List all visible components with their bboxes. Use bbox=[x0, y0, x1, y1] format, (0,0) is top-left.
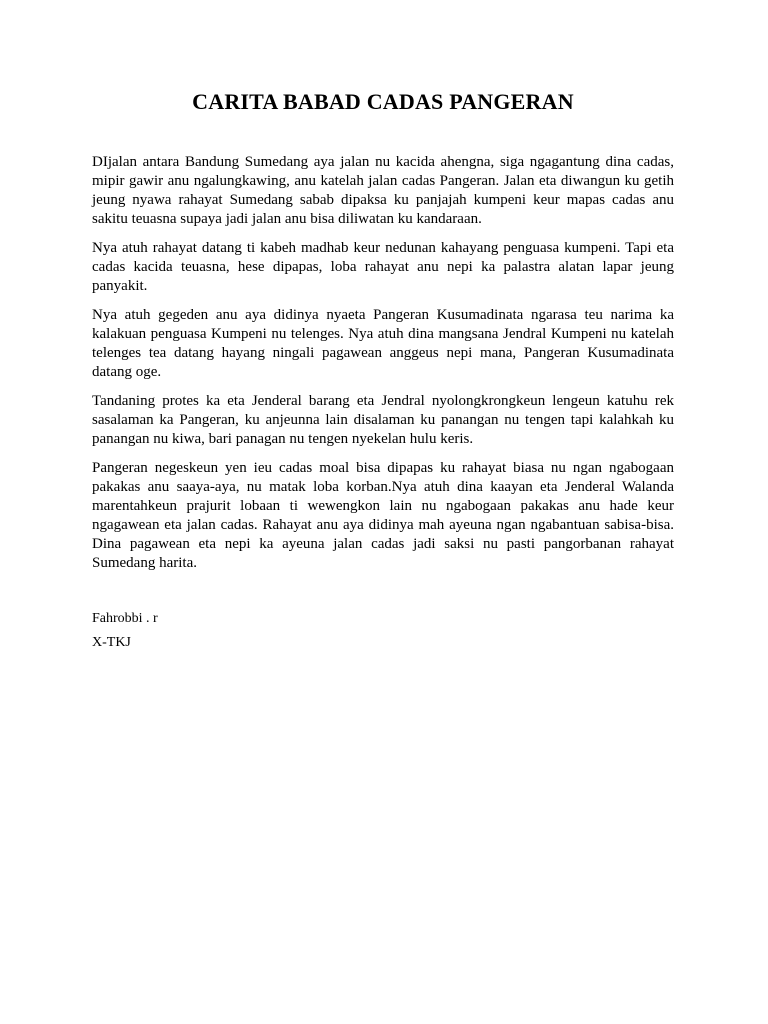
document-page bbox=[92, 0, 674, 658]
signature-block bbox=[92, 610, 674, 652]
paragraph-4: Tandaning protes ka eta Jenderal barang eta Jendral nyolongkrongkeun lengeun katuhu rek sasalaman ka Pangeran, ku anjeunna lain disalaman ku panangan nu tengen tapi kalahkah ku panangan nu kiwa, bari panagan nu tengen nyekelan hulu keris. bbox=[92, 393, 674, 447]
author-class: X-TKJ bbox=[92, 635, 131, 650]
author-name: Fahrobbi . r bbox=[92, 611, 158, 626]
document-title: CARITA BABAD CADAS PANGERAN bbox=[192, 89, 574, 114]
paragraph-1: DIjalan antara Bandung Sumedang aya jalan nu kacida ahengna, siga ngagantung dina cadas, mipir gawir anu ngalungkawing, anu katelah jalan cadas Pangeran. Jalan eta diwangun ku getih jeung nyawa rahayat Sumedang sabab dipaksa ku panjajah kumpeni keur mapas cadas anu sakitu teuasna supaya jadi jalan anu bisa diliwatan ku kandaraan. bbox=[92, 154, 674, 227]
paragraph-2: Nya atuh rahayat datang ti kabeh madhab keur nedunan kahayang penguasa kumpeni. Tapi eta cadas kacida teuasna, hese dipapas, loba rahayat anu nepi ka palastra alatan lapar jeung panyakit. bbox=[92, 240, 674, 294]
paragraph-5: Pangeran negeskeun yen ieu cadas moal bisa dipapas ku rahayat biasa nu ngan ngabogaan pakakas anu saaya-aya, nu matak loba korban.Nya atuh dina kaayan eta Jenderal Walanda marentahkeun prajurit lobaan ti wewengkon lain nu ngabogaan pakakas anu hade keur ngagawean eta jalan cadas. Rahayat anu aya didinya mah ayeuna ngan ngabantuan sabisa-bisa. Dina pagawean eta nepi ka ayeuna jalan cadas jadi saksi nu pasti pangorbanan rahayat Sumedang harita. bbox=[92, 460, 674, 571]
paragraph-3: Nya atuh gegeden anu aya didinya nyaeta Pangeran Kusumadinata ngarasa teu narima ka kalakuan penguasa Kumpeni nu telenges. Nya atuh dina mangsana Jendral Kumpeni nu katelah telenges tea datang hayang ningali pagawean anggeus nepi mana, Pangeran Kusumadinata datang oge. bbox=[92, 307, 674, 380]
document-body bbox=[92, 153, 674, 573]
